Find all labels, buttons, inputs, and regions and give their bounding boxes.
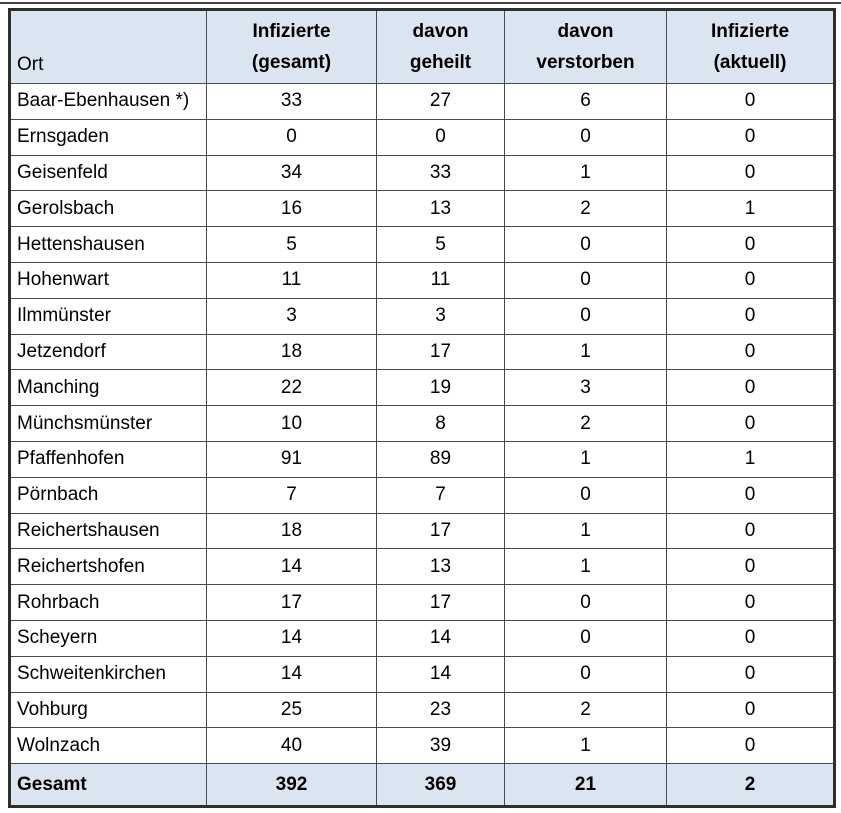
value-cell: 22 — [207, 370, 377, 406]
value-cell: 17 — [377, 513, 505, 549]
value-cell: 89 — [377, 441, 505, 477]
value-cell: 1 — [505, 334, 667, 370]
value-cell: 17 — [377, 334, 505, 370]
value-cell: 11 — [207, 262, 377, 298]
table-body — [10, 84, 835, 764]
table-footer — [10, 764, 835, 807]
total-label-cell: Gesamt — [10, 764, 207, 807]
header-line: (aktuell) — [713, 52, 787, 73]
infection-table — [8, 8, 836, 808]
value-cell: 0 — [505, 227, 667, 263]
value-cell: 0 — [667, 370, 835, 406]
ort-cell: Ilmmünster — [10, 298, 207, 334]
table-row — [10, 84, 835, 120]
table-row — [10, 692, 835, 728]
value-cell: 18 — [207, 334, 377, 370]
value-cell: 0 — [667, 334, 835, 370]
value-cell: 40 — [207, 728, 377, 764]
value-cell: 1 — [505, 513, 667, 549]
value-cell: 1 — [667, 191, 835, 227]
value-cell: 5 — [377, 227, 505, 263]
column-header-ort-label: Ort — [17, 54, 44, 75]
value-cell: 6 — [505, 84, 667, 120]
total-value-cell: 392 — [207, 764, 377, 807]
table-row — [10, 227, 835, 263]
ort-cell: Reichertshofen — [10, 549, 207, 585]
value-cell: 2 — [505, 191, 667, 227]
column-header-infizierte-aktuell — [667, 10, 835, 84]
ort-cell: Hohenwart — [10, 262, 207, 298]
ort-cell: Baar-Ebenhausen *) — [10, 84, 207, 120]
value-cell: 23 — [377, 692, 505, 728]
value-cell: 13 — [377, 191, 505, 227]
ort-cell: Scheyern — [10, 620, 207, 656]
value-cell: 33 — [207, 84, 377, 120]
value-cell: 27 — [377, 84, 505, 120]
ort-cell: Schweitenkirchen — [10, 656, 207, 692]
total-row — [10, 764, 835, 807]
table-row — [10, 477, 835, 513]
value-cell: 7 — [207, 477, 377, 513]
value-cell: 11 — [377, 262, 505, 298]
value-cell: 0 — [667, 692, 835, 728]
value-cell: 18 — [207, 513, 377, 549]
value-cell: 39 — [377, 728, 505, 764]
header-row — [10, 10, 835, 84]
value-cell: 0 — [667, 298, 835, 334]
ort-cell: Jetzendorf — [10, 334, 207, 370]
value-cell: 0 — [505, 620, 667, 656]
value-cell: 3 — [207, 298, 377, 334]
value-cell: 0 — [667, 585, 835, 621]
value-cell: 0 — [505, 119, 667, 155]
value-cell: 1 — [505, 549, 667, 585]
table-row — [10, 262, 835, 298]
table-row — [10, 155, 835, 191]
value-cell: 14 — [207, 620, 377, 656]
value-cell: 5 — [207, 227, 377, 263]
table-row — [10, 119, 835, 155]
value-cell: 0 — [667, 227, 835, 263]
value-cell: 1 — [667, 441, 835, 477]
column-header-davon-geheilt — [377, 10, 505, 84]
header-line: davon — [412, 21, 469, 42]
value-cell: 1 — [505, 441, 667, 477]
value-cell: 25 — [207, 692, 377, 728]
table-row — [10, 191, 835, 227]
value-cell: 0 — [667, 155, 835, 191]
value-cell: 0 — [207, 119, 377, 155]
ort-cell: Hettenshausen — [10, 227, 207, 263]
value-cell: 0 — [667, 84, 835, 120]
total-value-cell: 369 — [377, 764, 505, 807]
value-cell: 0 — [667, 513, 835, 549]
ort-cell: Gerolsbach — [10, 191, 207, 227]
value-cell: 14 — [377, 620, 505, 656]
total-value-cell: 2 — [667, 764, 835, 807]
value-cell: 0 — [667, 728, 835, 764]
table-row — [10, 406, 835, 442]
value-cell: 8 — [377, 406, 505, 442]
table-row — [10, 370, 835, 406]
header-line: geheilt — [409, 52, 472, 73]
top-rule-divider — [0, 2, 841, 4]
value-cell: 14 — [207, 656, 377, 692]
value-cell: 13 — [377, 549, 505, 585]
value-cell: 10 — [207, 406, 377, 442]
value-cell: 16 — [207, 191, 377, 227]
ort-cell: Münchsmünster — [10, 406, 207, 442]
value-cell: 91 — [207, 441, 377, 477]
value-cell: 0 — [505, 298, 667, 334]
table-row — [10, 656, 835, 692]
value-cell: 3 — [505, 370, 667, 406]
ort-cell: Ernsgaden — [10, 119, 207, 155]
value-cell: 0 — [667, 477, 835, 513]
value-cell: 0 — [505, 656, 667, 692]
value-cell: 3 — [377, 298, 505, 334]
value-cell: 14 — [207, 549, 377, 585]
value-cell: 34 — [207, 155, 377, 191]
table-row — [10, 441, 835, 477]
value-cell: 0 — [667, 549, 835, 585]
value-cell: 0 — [667, 620, 835, 656]
value-cell: 0 — [667, 119, 835, 155]
header-line: davon — [557, 21, 614, 42]
value-cell: 17 — [377, 585, 505, 621]
table-row — [10, 728, 835, 764]
column-header-davon-verstorben — [505, 10, 667, 84]
table-row — [10, 513, 835, 549]
ort-cell: Manching — [10, 370, 207, 406]
table-row — [10, 585, 835, 621]
table-row — [10, 620, 835, 656]
ort-cell: Wolnzach — [10, 728, 207, 764]
column-header-ort — [10, 10, 207, 84]
value-cell: 17 — [207, 585, 377, 621]
header-line: Infizierte — [710, 21, 790, 42]
value-cell: 0 — [377, 119, 505, 155]
value-cell: 1 — [505, 155, 667, 191]
ort-cell: Geisenfeld — [10, 155, 207, 191]
column-header-infizierte-gesamt — [207, 10, 377, 84]
value-cell: 33 — [377, 155, 505, 191]
value-cell: 7 — [377, 477, 505, 513]
value-cell: 1 — [505, 728, 667, 764]
total-value-cell: 21 — [505, 764, 667, 807]
value-cell: 2 — [505, 692, 667, 728]
value-cell: 0 — [667, 406, 835, 442]
table-row — [10, 298, 835, 334]
value-cell: 0 — [505, 262, 667, 298]
header-line: verstorben — [536, 52, 635, 73]
table-header — [10, 10, 835, 84]
header-line: Infizierte — [252, 21, 331, 42]
table-row — [10, 549, 835, 585]
value-cell: 0 — [505, 585, 667, 621]
ort-cell: Reichertshausen — [10, 513, 207, 549]
header-line: (gesamt) — [251, 52, 332, 73]
value-cell: 0 — [505, 477, 667, 513]
table-row — [10, 334, 835, 370]
ort-cell: Vohburg — [10, 692, 207, 728]
ort-cell: Pfaffenhofen — [10, 441, 207, 477]
value-cell: 0 — [667, 262, 835, 298]
ort-cell: Pörnbach — [10, 477, 207, 513]
value-cell: 2 — [505, 406, 667, 442]
value-cell: 14 — [377, 656, 505, 692]
ort-cell: Rohrbach — [10, 585, 207, 621]
value-cell: 0 — [667, 656, 835, 692]
value-cell: 19 — [377, 370, 505, 406]
